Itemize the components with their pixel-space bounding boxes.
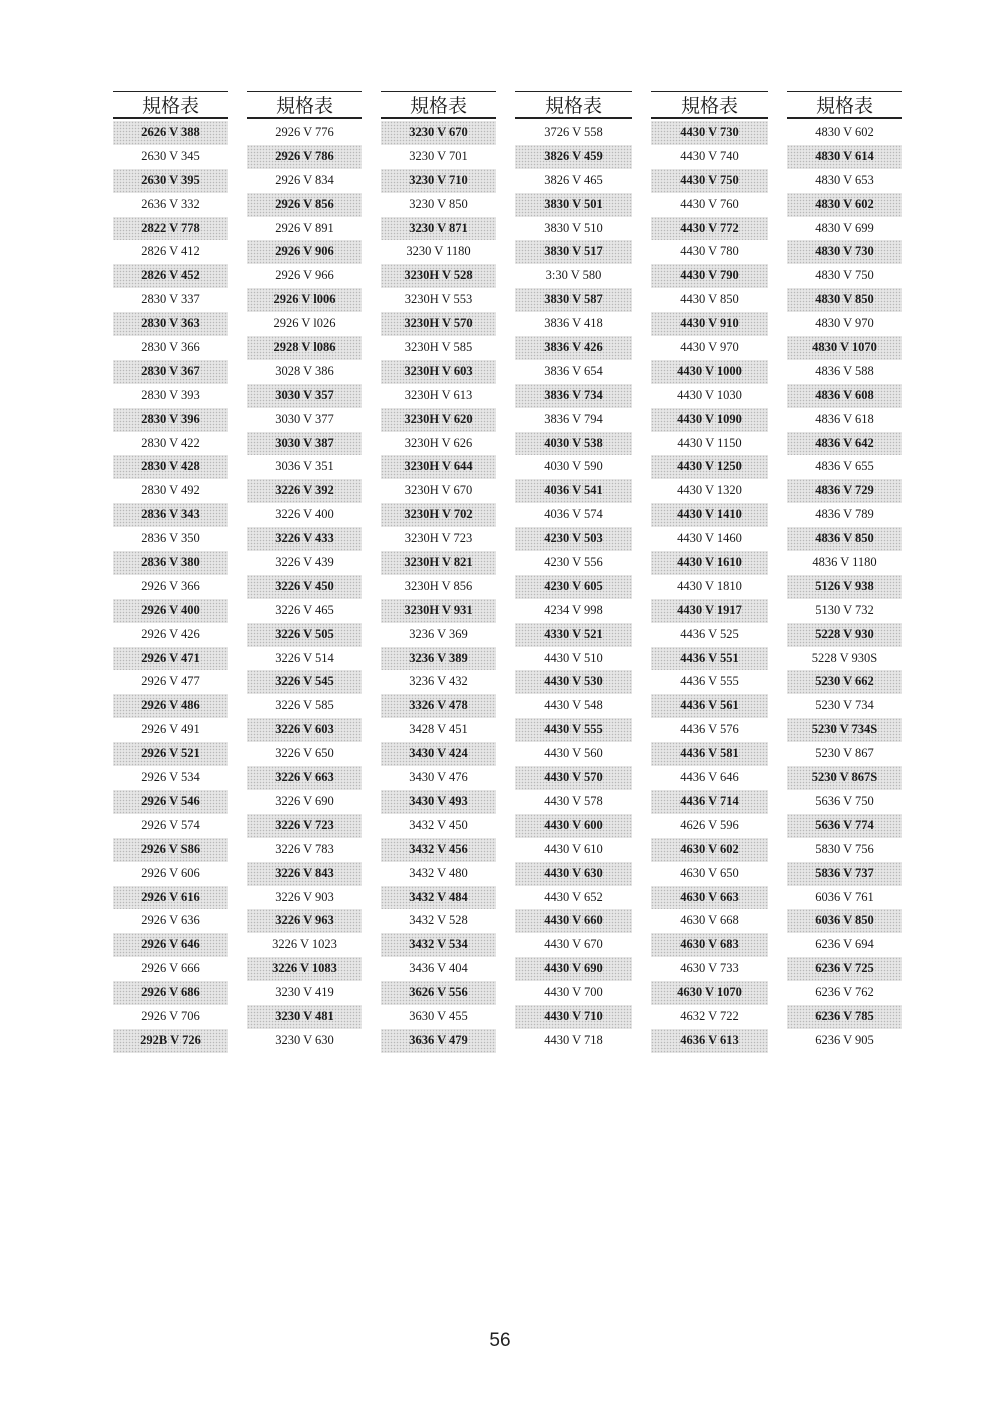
spec-table (113, 91, 900, 1053)
spec-cell: 4430 V 1460 (677, 531, 742, 546)
spec-cell: 3226 V 465 (275, 602, 334, 617)
spec-cell: 2926 V 477 (141, 674, 200, 689)
spec-cell: 4436 V 576 (680, 722, 739, 737)
spec-cell: 4436 V 555 (680, 674, 739, 689)
spec-cell: 4430 V 850 (680, 292, 739, 307)
spec-cell: 3226 V 1023 (272, 937, 337, 952)
spec-cell: 3432 V 450 (409, 817, 468, 832)
spec-column (381, 91, 496, 1053)
spec-cell: 2926 V 666 (141, 961, 200, 976)
spec-cell: 4836 V 1180 (812, 555, 877, 570)
spec-cell-highlighted: 3030 V 357 (247, 384, 362, 408)
spec-cell: 3226 V 439 (275, 555, 334, 570)
spec-cell: 3836 V 418 (544, 316, 603, 331)
spec-cell: 2926 V l026 (273, 316, 336, 331)
spec-cell-highlighted: 4436 V 581 (651, 742, 768, 766)
column-header: 規格表 (651, 91, 768, 119)
spec-cell-highlighted: 3230 V 670 (381, 121, 496, 145)
spec-cell: 3230H V 626 (404, 435, 473, 450)
spec-cell: 6036 V 761 (815, 889, 874, 904)
spec-cell: 3:30 V 580 (545, 268, 602, 283)
spec-cell: 4436 V 646 (680, 770, 739, 785)
spec-cell: 3036 V 351 (275, 459, 334, 474)
spec-cell: 2926 V 776 (275, 125, 334, 139)
spec-cell: 3432 V 480 (409, 865, 468, 880)
spec-cell-highlighted: 4430 V 772 (651, 217, 768, 241)
spec-cell: 4626 V 596 (680, 817, 739, 832)
spec-cell-highlighted: 2926 V 786 (247, 145, 362, 169)
page-number: 56 (489, 1330, 511, 1351)
spec-cell: 4430 V 610 (544, 841, 603, 856)
spec-cell-highlighted: 4430 V 600 (515, 814, 632, 838)
spec-cell: 2830 V 393 (141, 387, 200, 402)
spec-cell-highlighted: 292B V 726 (113, 1029, 228, 1053)
spec-cell-highlighted: 6236 V 785 (787, 1005, 902, 1029)
spec-cell: 3230H V 856 (404, 578, 473, 593)
column-header: 規格表 (113, 91, 228, 119)
spec-column (787, 91, 902, 1053)
spec-cell: 4430 V 652 (544, 889, 603, 904)
spec-cell: 2826 V 412 (141, 244, 200, 259)
spec-cell: 3226 V 585 (275, 698, 334, 713)
spec-cell: 3226 V 783 (275, 841, 334, 856)
spec-cell-highlighted: 4430 V 630 (515, 862, 632, 886)
spec-cell-highlighted: 3226 V 723 (247, 814, 362, 838)
spec-cell-highlighted: 3430 V 424 (381, 742, 496, 766)
spec-cell-highlighted: 3226 V 963 (247, 909, 362, 933)
spec-cell-highlighted: 3226 V 843 (247, 862, 362, 886)
spec-cell-highlighted: 3230 V 871 (381, 217, 496, 241)
spec-cell: 2926 V 834 (275, 172, 334, 187)
spec-cell: 4632 V 722 (680, 1008, 739, 1023)
column-header: 規格表 (381, 91, 496, 119)
spec-cell-highlighted: 4430 V 710 (515, 1005, 632, 1029)
spec-cell: 2926 V 426 (141, 626, 200, 641)
spec-cell-highlighted: 6236 V 725 (787, 957, 902, 981)
spec-cell-highlighted: 2926 V l006 (247, 288, 362, 312)
spec-cell-highlighted: 3236 V 389 (381, 647, 496, 671)
spec-cell-highlighted: 4436 V 551 (651, 647, 768, 671)
spec-cell-highlighted: 4830 V 602 (787, 193, 902, 217)
spec-cell-highlighted: 2928 V l086 (247, 336, 362, 360)
spec-cell: 2830 V 337 (141, 292, 200, 307)
spec-cell-highlighted: 3830 V 501 (515, 193, 632, 217)
spec-cell: 3230 V 1180 (406, 244, 471, 259)
spec-cell: 3230 V 630 (275, 1032, 334, 1047)
spec-cell-highlighted: 5126 V 938 (787, 575, 902, 599)
spec-cell-highlighted: 3226 V 392 (247, 479, 362, 503)
spec-cell: 2926 V 606 (141, 865, 200, 880)
spec-cell: 4430 V 700 (544, 985, 603, 1000)
spec-cell: 4430 V 718 (544, 1032, 603, 1047)
spec-cell-highlighted: 5836 V 737 (787, 862, 902, 886)
spec-column (515, 91, 632, 1053)
spec-cell: 3430 V 476 (409, 770, 468, 785)
spec-cell: 2926 V 636 (141, 913, 200, 928)
spec-cell: 4630 V 668 (680, 913, 739, 928)
spec-cell-highlighted: 5230 V 734S (787, 718, 902, 742)
spec-cell-highlighted: 3226 V 505 (247, 623, 362, 647)
spec-cell-highlighted: 4630 V 1070 (651, 981, 768, 1005)
spec-cell-highlighted: 4630 V 683 (651, 933, 768, 957)
spec-cell-highlighted: 3230H V 528 (381, 264, 496, 288)
spec-cell: 4430 V 1810 (677, 578, 742, 593)
spec-cell-highlighted: 2926 V 400 (113, 599, 228, 623)
spec-cell: 3236 V 432 (409, 674, 468, 689)
spec-cell-highlighted: 4630 V 663 (651, 886, 768, 910)
spec-cell-highlighted: 4430 V 1610 (651, 551, 768, 575)
spec-cell-highlighted: 4036 V 541 (515, 479, 632, 503)
spec-cell: 3230 V 850 (409, 196, 468, 211)
spec-cell: 3230H V 613 (404, 387, 473, 402)
spec-cell: 3230H V 723 (404, 531, 473, 546)
spec-cell: 4836 V 789 (815, 507, 874, 522)
spec-cell-highlighted: 3226 V 450 (247, 575, 362, 599)
spec-cell: 3436 V 404 (409, 961, 468, 976)
spec-cell: 3826 V 465 (544, 172, 603, 187)
spec-cell-highlighted: 4830 V 614 (787, 145, 902, 169)
spec-cell-highlighted: 2626 V 388 (113, 121, 228, 145)
spec-cell: 4630 V 650 (680, 865, 739, 880)
column-header: 規格表 (247, 91, 362, 119)
spec-cell-highlighted: 2926 V 686 (113, 981, 228, 1005)
spec-cell: 2630 V 345 (141, 148, 200, 163)
spec-cell: 2926 V 534 (141, 770, 200, 785)
spec-cell-highlighted: 3430 V 493 (381, 790, 496, 814)
spec-cell: 4430 V 578 (544, 793, 603, 808)
spec-cell: 4836 V 618 (815, 411, 874, 426)
spec-cell: 2636 V 332 (141, 196, 200, 211)
spec-cell-highlighted: 3230 V 481 (247, 1005, 362, 1029)
spec-cell: 3028 V 386 (275, 363, 334, 378)
spec-cell-highlighted: 4430 V 1090 (651, 408, 768, 432)
spec-cell: 5636 V 750 (815, 793, 874, 808)
spec-cell: 4234 V 998 (544, 602, 603, 617)
spec-cell-highlighted: 4830 V 730 (787, 240, 902, 264)
spec-cell-highlighted: 4230 V 503 (515, 527, 632, 551)
spec-cell-highlighted: 4836 V 642 (787, 432, 902, 456)
spec-cell-highlighted: 3230 V 710 (381, 169, 496, 193)
spec-cell: 2830 V 492 (141, 483, 200, 498)
spec-cell: 4836 V 655 (815, 459, 874, 474)
spec-cell-highlighted: 3626 V 556 (381, 981, 496, 1005)
spec-cell: 2926 V 574 (141, 817, 200, 832)
spec-cell: 3836 V 654 (544, 363, 603, 378)
spec-cell: 3226 V 514 (275, 650, 334, 665)
spec-cell-highlighted: 3226 V 663 (247, 766, 362, 790)
spec-cell-highlighted: 4430 V 750 (651, 169, 768, 193)
spec-cell-highlighted: 2830 V 363 (113, 312, 228, 336)
spec-cell: 4436 V 525 (680, 626, 739, 641)
spec-column (651, 91, 768, 1053)
spec-cell-highlighted: 2926 V 616 (113, 886, 228, 910)
spec-cell: 4430 V 1030 (677, 387, 742, 402)
spec-cell: 3836 V 794 (544, 411, 603, 426)
spec-cell-highlighted: 2926 V S86 (113, 838, 228, 862)
spec-cell: 4030 V 590 (544, 459, 603, 474)
spec-cell: 4430 V 1320 (677, 483, 742, 498)
spec-column (113, 91, 228, 1053)
spec-cell: 5830 V 756 (815, 841, 874, 856)
spec-cell-highlighted: 3230H V 644 (381, 455, 496, 479)
spec-cell: 5228 V 930S (811, 650, 878, 665)
spec-cell-highlighted: 4436 V 714 (651, 790, 768, 814)
spec-cell-highlighted: 4836 V 850 (787, 527, 902, 551)
spec-cell: 3226 V 903 (275, 889, 334, 904)
spec-cell-highlighted: 3230H V 620 (381, 408, 496, 432)
spec-cell-highlighted: 3226 V 545 (247, 670, 362, 694)
spec-cell-highlighted: 4430 V 555 (515, 718, 632, 742)
spec-cell: 4830 V 970 (815, 316, 874, 331)
spec-cell: 6236 V 762 (815, 985, 874, 1000)
spec-cell: 3230H V 670 (404, 483, 473, 498)
spec-cell-highlighted: 4430 V 570 (515, 766, 632, 790)
spec-cell-highlighted: 5230 V 867S (787, 766, 902, 790)
spec-cell-highlighted: 2830 V 367 (113, 360, 228, 384)
column-header: 規格表 (515, 91, 632, 119)
spec-cell: 2830 V 366 (141, 340, 200, 355)
spec-cell-highlighted: 5228 V 930 (787, 623, 902, 647)
spec-cell-highlighted: 4436 V 561 (651, 694, 768, 718)
spec-cell-highlighted: 5230 V 662 (787, 670, 902, 694)
spec-cell-highlighted: 3836 V 734 (515, 384, 632, 408)
spec-cell: 3428 V 451 (409, 722, 468, 737)
spec-cell: 2926 V 706 (141, 1008, 200, 1023)
spec-cell-highlighted: 4430 V 660 (515, 909, 632, 933)
spec-cell-highlighted: 6036 V 850 (787, 909, 902, 933)
spec-cell: 3230H V 553 (404, 292, 473, 307)
spec-cell-highlighted: 2836 V 380 (113, 551, 228, 575)
spec-cell-highlighted: 4430 V 790 (651, 264, 768, 288)
spec-cell-highlighted: 4430 V 910 (651, 312, 768, 336)
spec-cell-highlighted: 4830 V 850 (787, 288, 902, 312)
spec-column (247, 91, 362, 1053)
spec-cell-highlighted: 2822 V 778 (113, 217, 228, 241)
spec-cell-highlighted: 3830 V 587 (515, 288, 632, 312)
spec-cell-highlighted: 2926 V 646 (113, 933, 228, 957)
spec-cell-highlighted: 4830 V 1070 (787, 336, 902, 360)
spec-cell-highlighted: 4836 V 729 (787, 479, 902, 503)
spec-cell-highlighted: 4430 V 730 (651, 121, 768, 145)
spec-cell: 3226 V 650 (275, 746, 334, 761)
spec-cell-highlighted: 4430 V 1917 (651, 599, 768, 623)
spec-cell-highlighted: 3326 V 478 (381, 694, 496, 718)
spec-cell-highlighted: 3226 V 1083 (247, 957, 362, 981)
spec-cell-highlighted: 2926 V 546 (113, 790, 228, 814)
spec-cell-highlighted: 2830 V 428 (113, 455, 228, 479)
spec-cell: 4830 V 699 (815, 220, 874, 235)
spec-cell: 2836 V 350 (141, 531, 200, 546)
spec-cell: 4630 V 733 (680, 961, 739, 976)
spec-cell: 4430 V 548 (544, 698, 603, 713)
spec-cell-highlighted: 2826 V 452 (113, 264, 228, 288)
spec-cell-highlighted: 4836 V 608 (787, 384, 902, 408)
spec-cell: 2830 V 422 (141, 435, 200, 450)
spec-cell-highlighted: 4430 V 1410 (651, 503, 768, 527)
spec-cell: 4830 V 750 (815, 268, 874, 283)
spec-cell-highlighted: 3230H V 931 (381, 599, 496, 623)
spec-cell-highlighted: 2630 V 395 (113, 169, 228, 193)
spec-cell: 4830 V 653 (815, 172, 874, 187)
spec-cell-highlighted: 4430 V 690 (515, 957, 632, 981)
spec-cell-highlighted: 3836 V 426 (515, 336, 632, 360)
spec-cell: 4430 V 1150 (677, 435, 742, 450)
spec-cell: 2926 V 366 (141, 578, 200, 593)
spec-cell-highlighted: 4630 V 602 (651, 838, 768, 862)
spec-cell-highlighted: 4030 V 538 (515, 432, 632, 456)
spec-cell: 4836 V 588 (815, 363, 874, 378)
spec-cell: 4430 V 510 (544, 650, 603, 665)
spec-cell: 3630 V 455 (409, 1008, 468, 1023)
spec-cell: 3230 V 701 (409, 148, 468, 163)
spec-cell-highlighted: 3230H V 821 (381, 551, 496, 575)
spec-cell: 2926 V 891 (275, 220, 334, 235)
spec-cell: 3230H V 585 (404, 340, 473, 355)
spec-cell-highlighted: 4430 V 1250 (651, 455, 768, 479)
spec-cell: 4430 V 760 (680, 196, 739, 211)
spec-cell: 6236 V 905 (815, 1032, 874, 1047)
spec-cell-highlighted: 3226 V 433 (247, 527, 362, 551)
spec-cell: 4230 V 556 (544, 555, 603, 570)
spec-cell-highlighted: 4430 V 530 (515, 670, 632, 694)
spec-cell: 3830 V 510 (544, 220, 603, 235)
spec-cell: 4430 V 740 (680, 148, 739, 163)
spec-cell: 4830 V 602 (815, 125, 874, 139)
spec-cell-highlighted: 3230H V 702 (381, 503, 496, 527)
spec-cell-highlighted: 4230 V 605 (515, 575, 632, 599)
spec-cell-highlighted: 5636 V 774 (787, 814, 902, 838)
column-header: 規格表 (787, 91, 902, 119)
spec-cell-highlighted: 3826 V 459 (515, 145, 632, 169)
spec-cell-highlighted: 3230H V 570 (381, 312, 496, 336)
spec-cell-highlighted: 3432 V 484 (381, 886, 496, 910)
spec-cell: 2926 V 491 (141, 722, 200, 737)
spec-cell-highlighted: 2926 V 521 (113, 742, 228, 766)
spec-cell: 4430 V 670 (544, 937, 603, 952)
spec-cell: 3726 V 558 (544, 125, 603, 139)
spec-cell: 5130 V 732 (815, 602, 874, 617)
spec-cell: 3432 V 528 (409, 913, 468, 928)
spec-cell: 6236 V 694 (815, 937, 874, 952)
spec-cell-highlighted: 3636 V 479 (381, 1029, 496, 1053)
spec-cell-highlighted: 3432 V 534 (381, 933, 496, 957)
spec-cell: 2926 V 966 (275, 268, 334, 283)
spec-cell: 4430 V 560 (544, 746, 603, 761)
spec-cell-highlighted: 3230H V 603 (381, 360, 496, 384)
spec-cell-highlighted: 2926 V 471 (113, 647, 228, 671)
spec-cell-highlighted: 2926 V 906 (247, 240, 362, 264)
spec-cell: 5230 V 734 (815, 698, 874, 713)
spec-cell-highlighted: 4430 V 1000 (651, 360, 768, 384)
spec-cell-highlighted: 3432 V 456 (381, 838, 496, 862)
spec-cell: 5230 V 867 (815, 746, 874, 761)
spec-cell-highlighted: 2836 V 343 (113, 503, 228, 527)
spec-cell: 3236 V 369 (409, 626, 468, 641)
spec-cell-highlighted: 2830 V 396 (113, 408, 228, 432)
spec-cell: 3226 V 400 (275, 507, 334, 522)
spec-cell: 3030 V 377 (275, 411, 334, 426)
spec-cell-highlighted: 3226 V 603 (247, 718, 362, 742)
spec-cell: 3230 V 419 (275, 985, 334, 1000)
spec-cell-highlighted: 4330 V 521 (515, 623, 632, 647)
spec-cell: 4036 V 574 (544, 507, 603, 522)
spec-cell-highlighted: 3830 V 517 (515, 240, 632, 264)
spec-cell-highlighted: 3030 V 387 (247, 432, 362, 456)
spec-cell-highlighted: 4636 V 613 (651, 1029, 768, 1053)
spec-cell: 4430 V 970 (680, 340, 739, 355)
spec-cell: 3226 V 690 (275, 793, 334, 808)
spec-cell-highlighted: 2926 V 856 (247, 193, 362, 217)
spec-cell: 4430 V 780 (680, 244, 739, 259)
spec-cell-highlighted: 2926 V 486 (113, 694, 228, 718)
